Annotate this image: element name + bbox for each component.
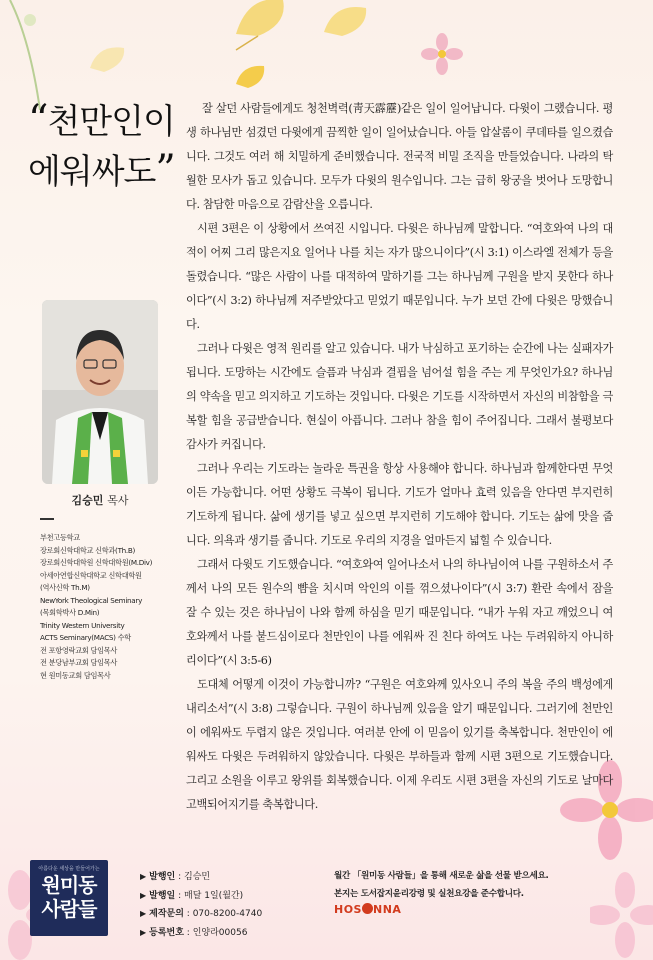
author-name-text: 김승민 (71, 494, 104, 507)
paragraph: 그러나 다윗은 영적 원리를 알고 있습니다. 내가 낙심하고 포기하는 순간에 나는 실패자가 됩니다. 도망하는 시간에도 슬픔과 낙심과 결핍을 넘어설 힘을 주는 게 무엇인가요? 하나님의 약속을 믿고 의지하고 기도하는 것입니다. 다윗은 기도를 시작하면서 자신의 비참함을 극복할 힘을 공급받습니다. 현실이 아픕니다. 그러나 참을 힘이 주어집니다. 그래서 불평보다 감사가 커집니다. (186, 342, 613, 451)
pub-value: 김승민 (184, 872, 211, 882)
pub-value: 인양라00056 (192, 927, 248, 938)
career-item: (역사신학 Th.M) (40, 583, 90, 592)
pub-row: ▶ 발행인 : 김승민 (140, 872, 211, 882)
pub-row: ▶ 발행일 : 매달 1일(월간) (140, 890, 244, 901)
paragraph: 그러나 우리는 기도라는 놀라운 특권을 항상 사용해야 합니다. 하나님과 함께한다면 무엇이든 가능합니다. 어떤 상황도 극복이 됩니다. 기도가 얼마나 효력 있음을 안다면 부지런히 기도하게 됩니다. 삶에 생기를 넣고 싶으면 부지런히 기도해야 합니다. 기도는 삶에 맛을 줍니다. 의욕과 생기를 줍니다. 기도로 우리의 지경을 얼마든지 넓힐 수 있습니다. (186, 462, 613, 547)
magazine-logo (30, 860, 108, 936)
pub-label: 등록번호 (149, 927, 184, 938)
career-item: 전 분당남부교회 담임목사 (40, 658, 118, 667)
notice-line-1: 월간 「원미동 사람들」을 통해 새로운 삶을 선물 받으세요. (334, 871, 549, 881)
title-text-1: 천만인이 (47, 102, 175, 142)
brand-right: NNA (372, 903, 402, 916)
author-photo (42, 300, 158, 484)
author-role: 목사 (107, 494, 129, 507)
bullet-icon: ▶ (140, 909, 147, 918)
logo-tagline: 아름다운 세상을 만들어가는 (38, 866, 100, 872)
career-item: 장로회신학대학교 신학과(Th.B) (40, 545, 136, 555)
title-open-quote: “ (28, 97, 48, 143)
bullet-icon: ▶ (140, 890, 147, 900)
ginkgo-leaf-decoration (318, 2, 378, 52)
career-item: 아세아연합신학대학교 신학대학원 (40, 570, 142, 580)
career-item: 전 포항영락교회 담임목사 (40, 645, 118, 655)
paragraph: 도대체 어떻게 이것이 가능합니까? “구원은 여호와께 있사오니 주의 복을 주의 백성에게 내리소서”(시 3:8) 그렇습니다. 구원이 하나님께 있음을 알기 때문입니다. 그러기에 천만인이 에워싸도 두렵지 않은 것입니다. 여러분 안에 이 믿음이 있기를 축복합니다. 천만인이 에워싸도 다윗은 두려워하지 않았습니다. 다윗은 부하들과 함께 시편 3편으로 기도했습니다. 그리고 소원을 이루고 왕위를 회복했습니다. 이제 우리도 시편 3편을 자신의 기도로 날마다 고백되어지기를 축복합니다. (186, 678, 613, 811)
ginkgo-leaf-decoration (228, 0, 298, 54)
pub-value: 매달 1일(월간) (184, 890, 244, 901)
pub-row: ▶ 제작문의 : 070-8200-4740 (140, 909, 263, 919)
bullet-icon: ▶ (140, 927, 147, 937)
logo-line-1: 원미동 (41, 873, 97, 897)
divider (40, 518, 54, 520)
author-name (40, 492, 160, 508)
pub-label: 발행일 (149, 890, 176, 901)
career-item: ACTS Seminary(MACS) 수학 (40, 633, 131, 642)
cosmos-flower-decoration (420, 32, 464, 76)
notice-text (334, 868, 634, 903)
paragraph: 시편 3편은 이 상황에서 쓰여진 시입니다. 다윗은 하나님께 말합니다. “여호와여 나의 대적이 어찌 그리 많은지요 일어나 나를 치는 자가 많으니이다”(시 3:1) 이스라엘 전체가 등을 돌렸습니다. “많은 사람이 나를 대적하여 말하기를 그는 하나님께 구원을 받지 못한다 하나이다”(시 3:2) 하나님께 저주받았다고 믿었기 때문입니다. 누가 보던 간에 다윗은 망했습니다. (186, 222, 613, 331)
career-item: (목회학박사 D.Min) (40, 608, 100, 617)
pub-row: ▶ 등록번호 : 인양라00056 (140, 927, 248, 938)
career-item: 현 원미동교회 담임목사 (40, 670, 111, 680)
notice-line-2: 본지는 도서잡지윤리강령 및 실천요강을 준수합니다. (334, 888, 524, 899)
pub-label: 제작문의 (149, 909, 184, 919)
title-text-2: 에워싸도 (28, 152, 156, 192)
article-body (186, 97, 613, 817)
bullet-icon: ▶ (140, 872, 147, 881)
pub-value: 070-8200-4740 (192, 909, 263, 919)
paragraph: 잘 살던 사람들에게도 청천벽력(靑天霹靂)같은 일이 일어납니다. 다윗이 그랬습니다. 평생 하나님만 섬겼던 다윗에게 끔찍한 일이 일어났습니다. 아들 압살롬이 쿠데타를 일으켰습니다. 그것도 여러 해 치밀하게 준비했습니다. 전국적 비밀 조직을 만들었습니다. 나라의 탁월한 모사가 돕고 있습니다. 모두가 다윗의 원수입니다. 그는 급히 왕궁을 벗어나 도망합니다. 참담한 마음으로 감람산을 오릅니다. (186, 102, 613, 211)
title-close-quote: ” (155, 147, 175, 193)
career-item: 장로회신학대학원 신학대학원(M.Div) (40, 558, 153, 567)
brand-circle-icon (362, 903, 373, 914)
brand-left: HOS (334, 903, 362, 916)
paragraph: 그래서 다윗도 기도했습니다. “여호와여 일어나소서 나의 하나님이여 나를 구원하소서 주께서 나의 모든 원수의 뺨을 치시며 악인의 이를 꺾으셨나이다”(시 3:7) 환란 속에서 잠을 잘 수 있는 것은 하나님이 나와 함께 하심을 믿기 때문입니다. “내가 누워 자고 깨었으니 여호와께서 나를 붙드심이로다 천만인이 나를 에워싸 진 친다 하여도 나는 두려워하지 아니하리이다”(시 3:5-6) (186, 558, 613, 667)
logo-line-2: 사람들 (41, 897, 97, 921)
ginkgo-leaf-decoration (84, 40, 134, 84)
author-career-list (40, 532, 205, 682)
hosanna-logo (334, 903, 401, 916)
career-item: NewYork Theological Seminary (40, 595, 143, 605)
ginkgo-leaf-decoration (232, 62, 272, 98)
career-item: 부천고등학교 (40, 533, 80, 542)
career-item: Trinity Western University (40, 620, 125, 630)
pub-label: 발행인 (149, 872, 176, 882)
publication-info (140, 868, 320, 942)
